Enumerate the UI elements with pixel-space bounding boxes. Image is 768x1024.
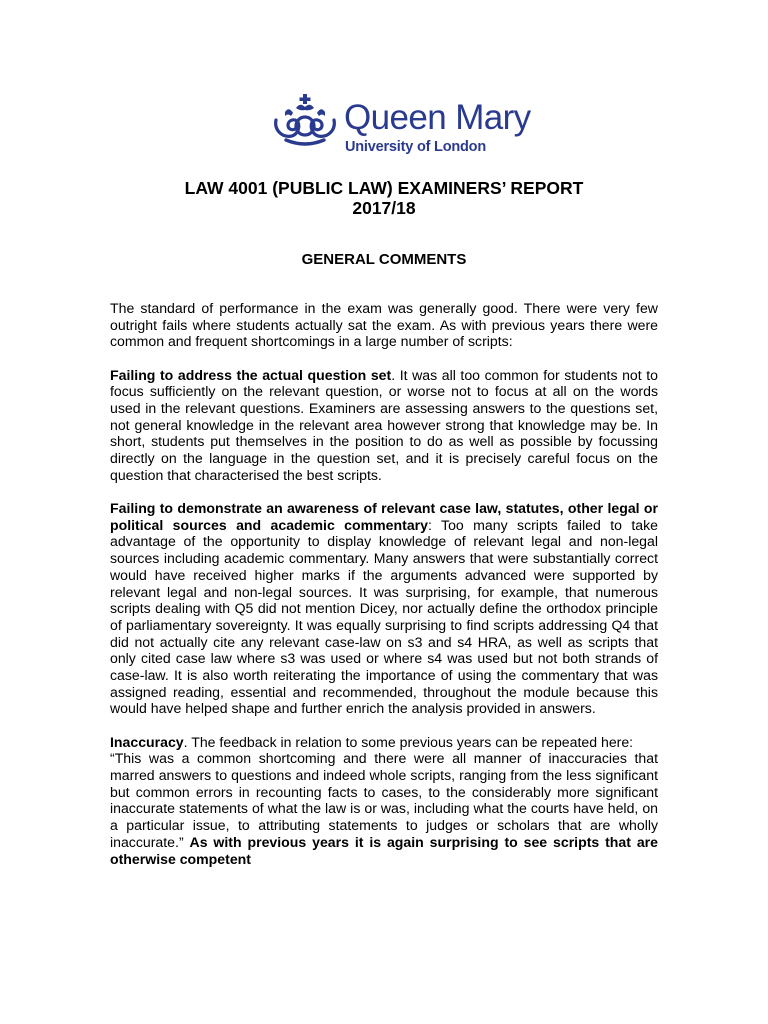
paragraph-inaccuracy-text: . The feedback in relation to some previous years can be repeated here: bbox=[183, 733, 634, 750]
document-body bbox=[110, 300, 658, 884]
paragraph-inaccuracy-heading: Inaccuracy bbox=[110, 733, 184, 750]
paragraph-question-set-text: . It was all too common for students not to focus sufficiently on the relevant question, or worse not to focus at all on the words used in the relevant questions. Examiners are assessing answers to the questions set, not general knowledge in the relevant area however strong that knowledge may be. In short, students put themselves in the position to do as well as possible by focussing directly on the language in the question set, and it is precisely careful focus on the question that characterised the best scripts. bbox=[110, 366, 659, 483]
paragraph-question-set-heading: Failing to address the actual question set bbox=[110, 366, 392, 383]
document-title bbox=[0, 178, 768, 218]
paragraph-inaccuracy bbox=[110, 734, 658, 868]
logo-name: Queen Mary bbox=[344, 98, 531, 137]
logo-subtitle: University of London bbox=[345, 139, 487, 155]
section-heading: GENERAL COMMENTS bbox=[301, 251, 467, 268]
paragraph-inaccuracy-quote: “This was a common shortcoming and there were all manner of inaccuracies that marred answers to questions and indeed whole scripts, ranging from the less significant but common errors in recounting facts to cases, to the considerably more significant inaccurate statements of what the law is or was, including what the courts have held, on a particular issue, to attributing statements to judges or scholars that are wholly inaccurate.” bbox=[110, 750, 658, 850]
title-line-2: 2017/18 bbox=[352, 198, 416, 218]
crown-logo-icon bbox=[272, 94, 338, 146]
paragraph-question-set bbox=[110, 367, 658, 484]
paragraph-sources-text: : Too many scripts failed to take advantage of the opportunity to display knowledge of relevant legal and non-legal sources including academic commentary. Many answers that were substantially correct would have received higher marks if the arguments advanced were supported by relevant legal and non-legal sources. It was surprising, for example, that numerous scripts dealing with Q5 did not mention Dicey, nor actually define the orthodox principle of parliamentary sovereignty. It was equally surprising to find scripts addressing Q4 that did not actually cite any relevant case-law on s3 and s4 HRA, as well as scripts that only cited case law where s3 was used or where s4 was used but not both strands of case-law. It is also worth reiterating the importance of using the commentary that was assigned reading, essential and recommended, throughout the module because this would have helped shape and further enrich the analysis provided in answers. bbox=[110, 516, 658, 717]
title-line-1: LAW 4001 (PUBLIC LAW) EXAMINERS’ REPORT bbox=[184, 178, 584, 198]
intro-paragraph: The standard of performance in the exam was generally good. There were very few outright fails where students actually sat the exam. As with previous years there were common and frequent shortcomings in a large number of scripts: bbox=[110, 300, 658, 350]
paragraph-inaccuracy-bold-tail: As with previous years it is again surprising to see scripts that are otherwise competent bbox=[110, 833, 658, 867]
paragraph-sources bbox=[110, 500, 658, 717]
university-logo bbox=[272, 94, 532, 160]
paragraph-sources-heading: Failing to demonstrate an awareness of relevant case law, statutes, other legal or political sources and academic commentary bbox=[110, 500, 658, 533]
